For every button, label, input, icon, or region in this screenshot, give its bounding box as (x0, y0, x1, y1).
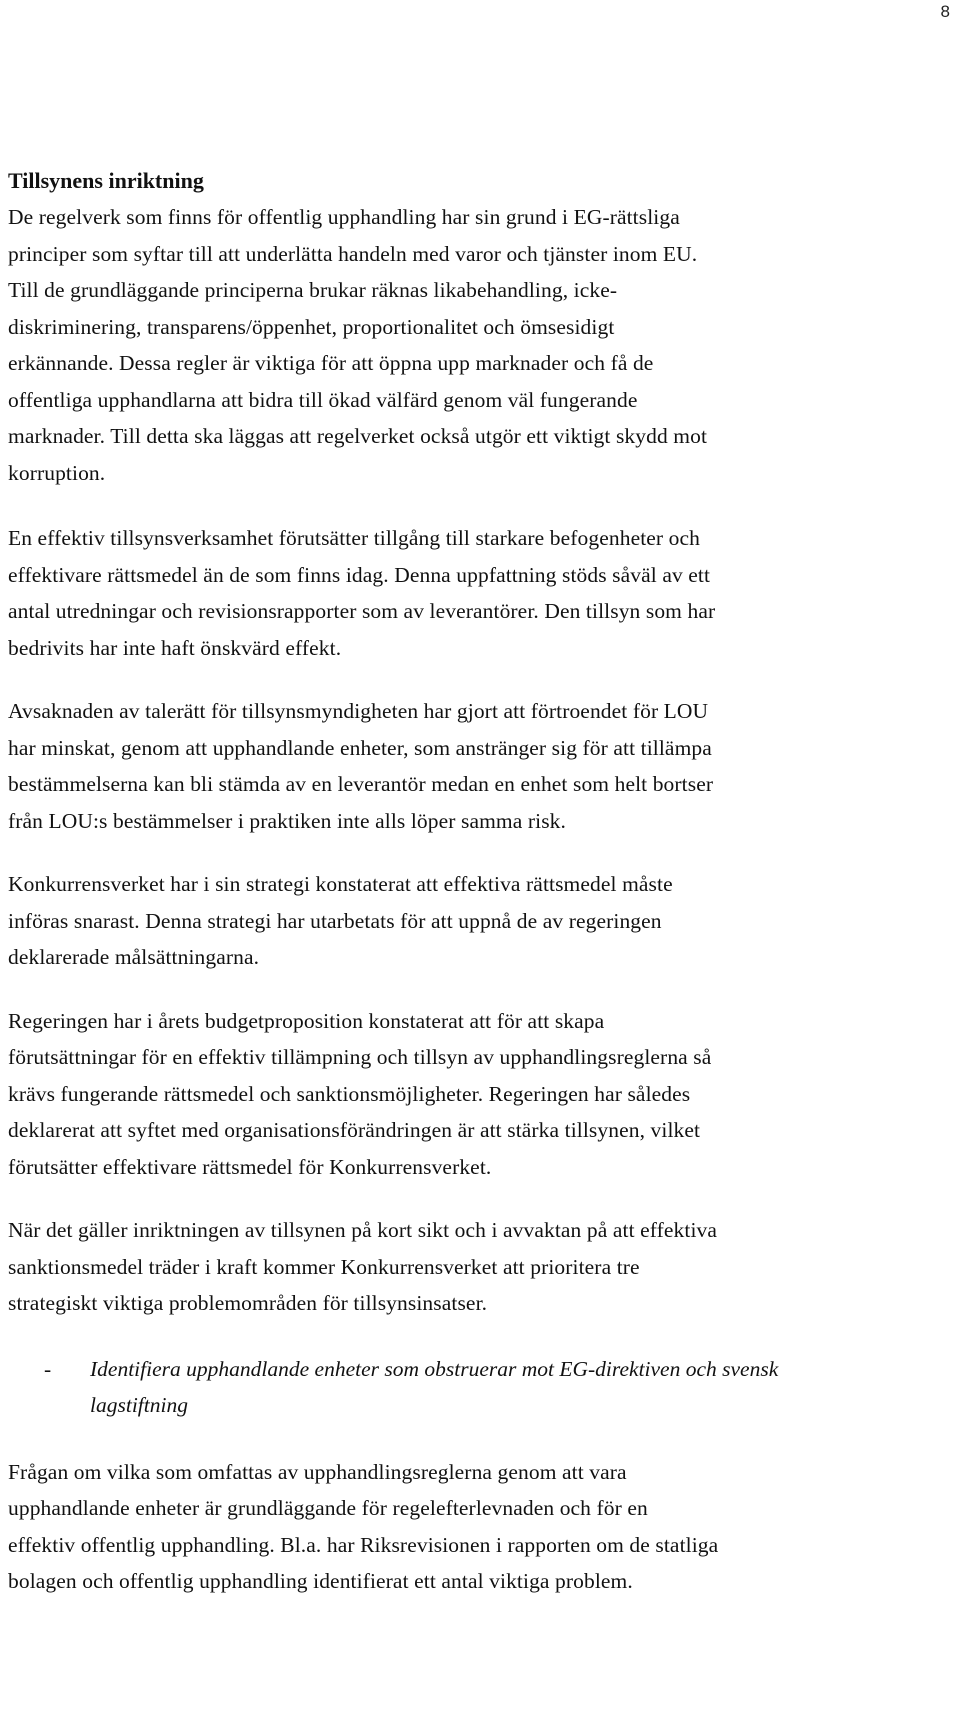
text-line: Avsaknaden av talerätt för tillsynsmyndigheten har gjort att förtroendet för LOU (8, 699, 709, 723)
paragraph-priorities (8, 1212, 948, 1322)
text-line: bedrivits har inte haft önskvärd effekt. (8, 635, 342, 660)
text-line: effektiv offentlig upphandling. Bl.a. har Riksrevisionen i rapporten om de statliga (8, 1532, 719, 1557)
text-line: erkännande. Dessa regler är viktiga för att öppna upp marknader och få de (8, 351, 654, 375)
text-line: förutsätter effektivare rättsmedel för Konkurrensverket. (8, 1154, 492, 1179)
paragraph-effective-supervision (8, 520, 948, 666)
text-line: marknader. Till detta ska läggas att regelverket också utgör ett viktigt skydd mot (8, 424, 708, 448)
text-line: Identifiera upphandlande enheter som obstruerar mot EG-direktiven och svensk (90, 1356, 779, 1381)
text-line: har minskat, genom att upphandlande enheter, som anstränger sig för att tillämpa (8, 735, 712, 760)
paragraph-standing (8, 693, 948, 839)
text-line: deklarerat att syftet med organisationsförändringen är att stärka tillsynen, vilket (8, 1118, 701, 1142)
paragraph-strategy (8, 866, 948, 976)
text-line: Frågan om vilka som omfattas av upphandlingsreglerna genom att vara (8, 1459, 627, 1484)
page-number: 8 (940, 2, 950, 21)
paragraph-principles (8, 199, 948, 491)
document-body (8, 162, 948, 1627)
text-line: antal utredningar och revisionsrapporter som av leverantörer. Den tillsyn som har (8, 599, 716, 623)
text-line: Till de grundläggande principerna brukar räknas likabehandling, icke- (8, 278, 618, 302)
paragraph-closing (8, 1454, 948, 1600)
text-line: Konkurrensverket har i sin strategi konstaterat att effektiva rättsmedel måste (8, 872, 673, 896)
text-line: upphandlande enheter är grundläggande för regelefterlevnaden och för en (8, 1496, 648, 1520)
text-line: förutsättningar för en effektiv tillämpning och tillsyn av upphandlingsreglerna så (8, 1045, 712, 1069)
text-line: En effektiv tillsynsverksamhet förutsätter tillgång till starkare befogenheter och (8, 526, 700, 550)
paragraph-budget-bill (8, 1003, 948, 1186)
text-line: krävs fungerande rättsmedel och sanktionsmöjligheter. Regeringen har således (8, 1081, 691, 1106)
text-line: offentliga upphandlarna att bidra till ökad välfärd genom väl fungerande (8, 387, 638, 412)
text-line: deklarerade målsättningarna. (8, 945, 260, 969)
text-line: När det gäller inriktningen av tillsynen på kort sikt och i avvaktan på att effektiva (8, 1218, 718, 1242)
section-heading: Tillsynens inriktning (8, 168, 204, 193)
text-line: sanktionsmedel träder i kraft kommer Konkurrensverket att prioritera tre (8, 1254, 640, 1279)
text-line: Regeringen har i årets budgetproposition konstaterat att för att skapa (8, 1008, 605, 1033)
text-line: från LOU:s bestämmelser i praktiken inte alls löper samma risk. (8, 808, 566, 833)
priority-list-item (8, 1351, 948, 1424)
text-line: bolagen och offentlig upphandling identifierat ett antal viktiga problem. (8, 1569, 633, 1593)
text-line: korruption. (8, 460, 106, 485)
text-line: strategiskt viktiga problemområden för tillsynsinsatser. (8, 1291, 488, 1315)
text-line: De regelverk som finns för offentlig upphandling har sin grund i EG-rättsliga (8, 205, 680, 229)
text-line: effektivare rättsmedel än de som finns idag. Denna uppfattning stöds såväl av ett (8, 562, 711, 587)
text-line: lagstiftning (90, 1393, 188, 1417)
text-line: principer som syftar till att underlätta handeln med varor och tjänster inom EU. (8, 241, 698, 266)
text-line: diskriminering, transparens/öppenhet, proportionalitet och ömsesidigt (8, 314, 615, 339)
list-dash: - (44, 1356, 52, 1381)
text-line: bestämmelserna kan bli stämda av en leverantör medan en enhet som helt bortser (8, 772, 714, 796)
text-line: införas snarast. Denna strategi har utarbetats för att uppnå de av regeringen (8, 908, 662, 933)
